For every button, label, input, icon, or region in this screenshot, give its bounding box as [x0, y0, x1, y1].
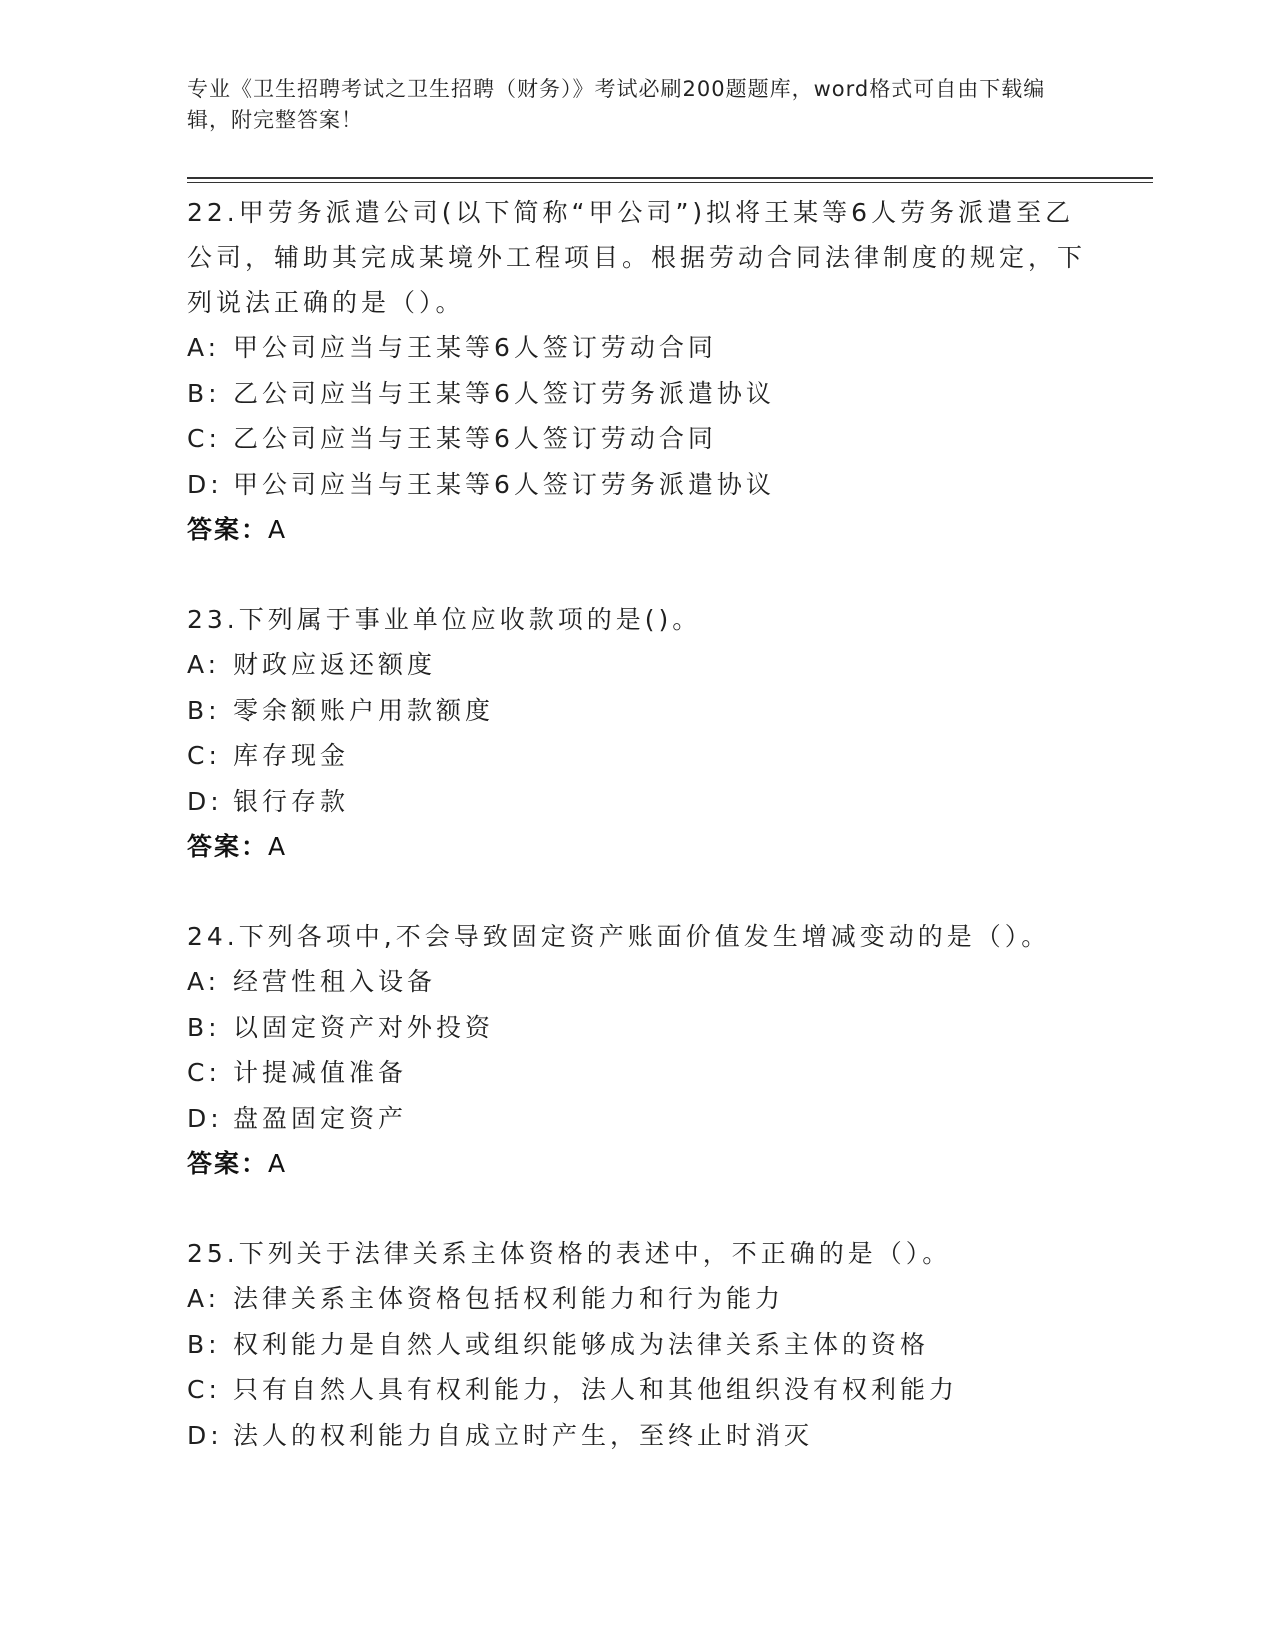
question-stem: 24.下列各项中,不会导致固定资产账面价值发生增减变动的是（）。: [187, 922, 1051, 951]
option-letter: B:: [187, 695, 221, 725]
option-d: [187, 462, 1087, 508]
header-divider: [187, 177, 1153, 183]
answer-line: [187, 1141, 1087, 1187]
option-list: [187, 1276, 1087, 1458]
option-text: 盘盈固定资产: [233, 1103, 408, 1133]
answer-label: 答案：: [187, 515, 269, 544]
answer-value: A: [268, 1149, 288, 1178]
question-stem: 25.下列关于法律关系主体资格的表述中，不正确的是（）。: [187, 1239, 952, 1268]
option-text: 零余额账户用款额度: [233, 695, 495, 725]
option-text: 库存现金: [233, 741, 350, 770]
option-list: [187, 642, 1087, 824]
option-letter: A:: [187, 333, 221, 362]
question-stem: 23.下列属于事业单位应收款项的是()。: [187, 605, 702, 634]
option-letter: B:: [187, 378, 221, 408]
option-letter: C:: [187, 1375, 221, 1404]
answer-value: A: [268, 515, 288, 544]
option-letter: C:: [187, 741, 221, 770]
question-23: [187, 597, 1087, 870]
option-text: 甲公司应当与王某等6人签订劳务派遣协议: [233, 469, 775, 499]
option-text: 权利能力是自然人或组织能够成为法律关系主体的资格: [233, 1329, 930, 1359]
option-a: [187, 959, 1087, 1005]
question-25: [187, 1231, 1087, 1458]
option-c: [187, 1050, 1087, 1096]
option-text: 只有自然人具有权利能力，法人和其他组织没有权利能力: [233, 1375, 959, 1404]
option-letter: B:: [187, 1012, 221, 1042]
option-text: 经营性租入设备: [233, 967, 437, 996]
option-c: [187, 1367, 1087, 1413]
document-header: 专业《卫生招聘考试之卫生招聘（财务）》考试必刷200题题库，word格式可自由下载编辑，附完整答案！: [187, 77, 1046, 132]
option-letter: C:: [187, 424, 221, 453]
option-text: 乙公司应当与王某等6人签订劳务派遣协议: [233, 378, 775, 408]
option-text: 法律关系主体资格包括权利能力和行为能力: [233, 1284, 785, 1313]
answer-line: [187, 507, 1087, 553]
answer-value: A: [268, 832, 288, 861]
option-letter: A:: [187, 1284, 221, 1313]
question-24: [187, 914, 1087, 1187]
option-a: [187, 642, 1087, 688]
option-letter: B:: [187, 1329, 221, 1359]
option-letter: C:: [187, 1058, 221, 1087]
option-text: 甲公司应当与王某等6人签订劳动合同: [233, 333, 717, 362]
option-text: 乙公司应当与王某等6人签订劳动合同: [233, 424, 717, 453]
option-list: [187, 325, 1087, 507]
option-list: [187, 959, 1087, 1141]
option-c: [187, 416, 1087, 462]
option-b: [187, 688, 1087, 734]
option-c: [187, 733, 1087, 779]
option-letter: D:: [187, 786, 223, 816]
question-stem: 22.甲劳务派遣公司(以下简称“甲公司”)拟将王某等6人劳务派遣至乙公司，辅助其完成某境外工程项目。根据劳动合同法律制度的规定，下列说法正确的是（）。: [187, 198, 1087, 317]
option-d: [187, 1096, 1087, 1142]
option-text: 银行存款: [233, 786, 350, 816]
question-22: [187, 190, 1087, 553]
option-b: [187, 371, 1087, 417]
option-letter: A:: [187, 967, 221, 996]
option-b: [187, 1005, 1087, 1051]
option-letter: D:: [187, 1103, 223, 1133]
option-d: [187, 779, 1087, 825]
question-list: [187, 190, 1087, 1502]
option-letter: D:: [187, 1420, 223, 1450]
answer-label: 答案：: [187, 1149, 269, 1178]
option-text: 计提减值准备: [233, 1058, 408, 1087]
option-letter: A:: [187, 650, 221, 679]
option-letter: D:: [187, 469, 223, 499]
option-a: [187, 1276, 1087, 1322]
option-a: [187, 325, 1087, 371]
option-b: [187, 1322, 1087, 1368]
answer-line: [187, 824, 1087, 870]
answer-label: 答案：: [187, 832, 269, 861]
option-text: 法人的权利能力自成立时产生，至终止时消灭: [233, 1420, 814, 1450]
option-text: 财政应返还额度: [233, 650, 437, 679]
option-d: [187, 1413, 1087, 1459]
option-text: 以固定资产对外投资: [233, 1012, 495, 1042]
